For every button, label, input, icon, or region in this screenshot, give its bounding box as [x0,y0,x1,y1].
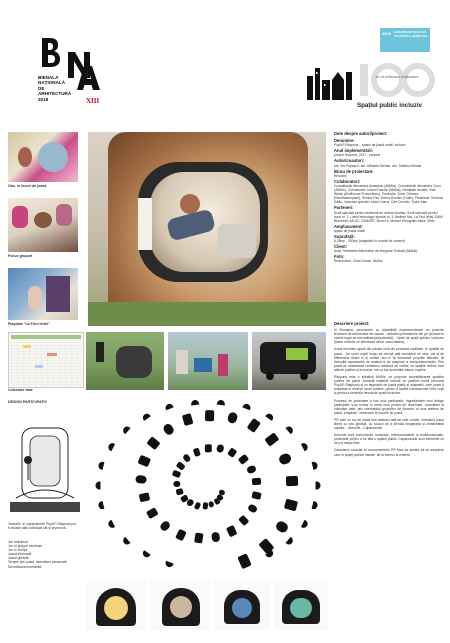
spiral-module [138,492,150,502]
description-p5: PR este un loc de joacă mai abstract față de cele uzuale, îmbinând joaca liberă cu cea ghidată, cu scopul de a stimula imaginația și creativitatea copiilor: - Armurile - Caparoanele [334,417,444,431]
info-heading: Date despre autori/proiect: [334,131,388,136]
spiral-fragment [121,537,130,546]
info-partners-label: Parteneri: [334,205,354,211]
spiral-fragment [164,560,173,568]
logo-line: NAȚIONALĂ [38,80,66,86]
info-client: Asoc. Metodelor Alternative de Integrare Socială (AMAIs) [334,249,418,254]
spiral-fragment [190,399,199,405]
spiral-module [265,433,280,448]
spiral-fragment [107,520,115,529]
info-collab: Consultanță: Alexandra Anastasiu (AMAIs), Consultanță: Alexandra Cozu (AMAIs), Comunicare: Ioana Enache (AMAIs), Identitate vizuală: Vlad Weiss (Wolfhouse Productions), Producție: Sorin Chincea (NeoMakerspace), Simina Fiat, Sorina Dumitru (Hulle), Partenriat: Teodora Sălitu, Voluntari speciali: Iulian Ciorna, Cert Cerchin, Tudor Alau [334,183,443,205]
spiral-module [247,503,259,514]
spiral-module [176,528,188,540]
spiral-module [226,411,238,425]
info-name: PopUP Răspuns – spațiu de joacă mobil, incluziv [334,143,406,148]
spiral-module [274,520,290,535]
spiral-fragment [242,403,251,411]
logo-line: DE [38,85,45,91]
spiral-module [216,444,225,454]
activity-item: Joc în echipe [8,548,28,553]
info-area: 6.25mp - 200mp (adaptabil în funcție de context) [334,239,405,244]
spiral-fragment [311,461,318,470]
info-column [334,132,444,264]
photo-event-outdoor [86,332,164,390]
module-drawing [8,420,82,516]
spiral-module [192,447,200,457]
eych-text: EUROPEAN YEAR OF CULTURAL HERITAGE [394,30,428,38]
logo-text [38,75,78,102]
spiral-fragment [217,399,226,405]
photo-module-4 [274,580,328,630]
spiral-module [175,488,183,495]
spiral-fragment [311,501,318,510]
description-p6: Armurile sunt instrumente modulare, interconectabile și multifuncționale, proiectate pentru a se afla-n spațiul public. Caparoanele sunt elemente ce se pot mișca liber. [334,433,444,446]
spiral-module [285,476,298,486]
spiral-module [227,447,237,458]
spiral-module [278,453,292,466]
spiral-module [251,478,260,486]
caption-observation: Obs. în locuri de joacă [8,184,47,188]
spiral-fragment [95,481,100,489]
spiral-fragment [98,501,105,510]
spiral-fragment [141,550,150,559]
city-skyline-icon [305,62,355,100]
spiral-fragment [141,412,150,421]
spiral-module [246,465,257,475]
spiral-module [238,515,250,527]
module-spiral [88,396,328,574]
spiral-module [205,410,214,422]
spiral-module [238,454,249,465]
spiral-module [173,470,182,478]
description-p3: Răspuns este o inițiativă AMAIs, ce propune accesibilizarea spațiilor publice de joacă. Această inițiativă include un pavilion mobil (denumit PopUP Răspuns) și un dispozitiv de joacă pliabil și adaptabil, care poate fi amplasat în diverse locuri publice, pentru a facilita interacțiunea între copii și pentru a semnala nevoia de spații incluzive. [334,375,444,396]
info-area-label: Suprafață: [334,233,355,239]
logo-year: 2018 [38,96,49,102]
spiral-module [194,502,202,510]
spiral-fragment [301,520,309,529]
spiral-module [202,502,208,509]
spiral-module [182,413,194,426]
spiral-module [138,455,151,467]
section-title: Spațiul public incluziv [357,102,422,109]
spiral-module [194,533,203,544]
info-author: arh. Iris Popescu, arh. Mihaela Șerban, arh. Sabrina Ahmad [334,163,422,168]
spiral-module [159,520,172,533]
spiral-fragment [121,425,130,434]
spiral-module [176,461,186,471]
spiral-fragment [286,425,295,434]
hero-photo-pavilion [88,132,326,326]
info-year-label: Anul implementării: [334,148,374,154]
info-author-label: Autor/coautori: [334,158,365,164]
spiral-module [284,498,298,511]
spiral-module [136,475,147,484]
description-p7: Caracterul modular al componentelor PR face ca acesta să se adapteze ușor în spații publice variate, de la interior la exterior. [334,448,444,457]
spiral-fragment [266,412,275,421]
info-office: Rhizome [334,173,348,178]
spiral-module [182,453,192,463]
activity-item: Joacă informală [8,552,32,557]
caption-participative-design: DESIGN PARTICIPATIV [8,400,47,404]
spiral-module [162,422,175,436]
spiral-module [146,507,159,519]
anniversary-subtitle: ani de arhitectura românească [375,75,419,79]
caption-data-collection: Colectare date [8,388,33,392]
photo-kids-play [168,332,248,390]
photo-module-2 [150,580,210,630]
spiral-module [205,445,212,453]
caption-armuri: 'Armurile' și 'caparoanele' PopUP Răspuns pot fi folosite atât individual cât și împreună. [8,522,76,531]
activity-list [8,540,82,569]
info-year: proiect recurent, 2017 - prezent [334,153,380,158]
eych-year: 2018 [382,31,391,36]
activity-item: Joc individual [8,540,28,544]
spiral-fragment [286,537,295,546]
info-photo-label: Foto: [334,254,345,260]
info-office-label: Birou de proiectare: [334,168,374,174]
spiral-fragment [98,461,105,470]
spiral-module [226,525,237,537]
description-p1: În România, persoanele cu dizabilități experimentează un puternic fenomen de autoizolare din cauza: - atitudinii persoanelor din jur (inclusiv la nivelul legal de mentalitate/prejudecată); - lipsei de spații publice incluzive (factor obiectiv ce afectează direct comunitatea). [334,328,444,345]
logo-line: ARHITECTURĂ [38,91,72,97]
info-site: spațiu de joacă mobil [334,228,365,233]
description-p4: Procesul de proiectare a fost unul participativ. Ingredientele unui design participativ s-au extras în urma unui proces de observare, consultare și colectare date: prin intermediul grupurilor de discuție, al unor ateliere de joacă, 'playdate', observare la locurile de joacă. [334,398,444,415]
info-collab-label: Colaboratori: [334,178,361,184]
info-photo: Rează Anto, Clara Dumin, AMAIs [334,259,383,264]
activity-item: Joc în grupuri mici/mari [8,544,43,549]
spiral-module [251,491,261,500]
spiral-module [212,531,221,542]
spiral-fragment [316,482,321,490]
photo-van [252,332,326,390]
caption-focus-groups: Focus grupuri [8,254,33,258]
activity-item: Dezvoltarea motricității [8,564,42,569]
logo-line: BIENALA [38,75,59,80]
photo-focus-groups [8,198,78,252]
spiral-module [247,419,261,434]
info-client-label: Client: [334,244,348,250]
photo-playdate [8,268,78,320]
spiral-fragment [107,442,115,451]
photo-module-3 [214,580,270,630]
info-partners: Școli speciale pentru deficienți de vedere Auxiliar, Școli speciale pentru surzi nr. 1, Liceul tehnologic special nr. 3, Ateliere Moi, La Firul Ierbii, DAIN București, AR-AC, DGASPC Sector 6, Muzeul Etnografic Astra, Sibiu [334,210,443,223]
info-site-label: Amplasament: [334,223,363,229]
hundred-emblem [356,62,436,98]
photo-module-1 [86,580,146,630]
spiral-module [173,480,181,486]
description-column [334,322,444,457]
caption-playdate: Playdate "La Firul Ierbii" [8,322,50,326]
data-collection-sheet [8,332,84,388]
activity-item: Joacă ghidată [8,556,29,561]
info-name-label: Denumire: [334,138,355,144]
activity-item: Terapie prin joacă, dezvoltare personală [8,560,67,565]
spiral-fragment [301,442,309,451]
spiral-module [147,437,161,451]
logo-edition: XIII [86,97,100,105]
description-p2: Acest fenomen apare din păcate încă din perioada copilăriei, în spațiile de joacă - loc unde copiii încep să devină atât conștienți de sine, cât și de diferențele dintre ei și ceilalți, aici ei își formează propriile atitudini, își dezvoltă capacitatea de analiză și de adaptare a comportamentului. Prin joacă se modelează caracterul adultului de mâine; se spațiile nefiind încă atât de publice și incluzive, ele nu fac accesibile tuturor copiilor. [334,347,444,372]
description-heading: Descriere proiect: [334,321,370,326]
photo-playground-observation [8,132,78,182]
spiral-fragment [164,403,173,411]
